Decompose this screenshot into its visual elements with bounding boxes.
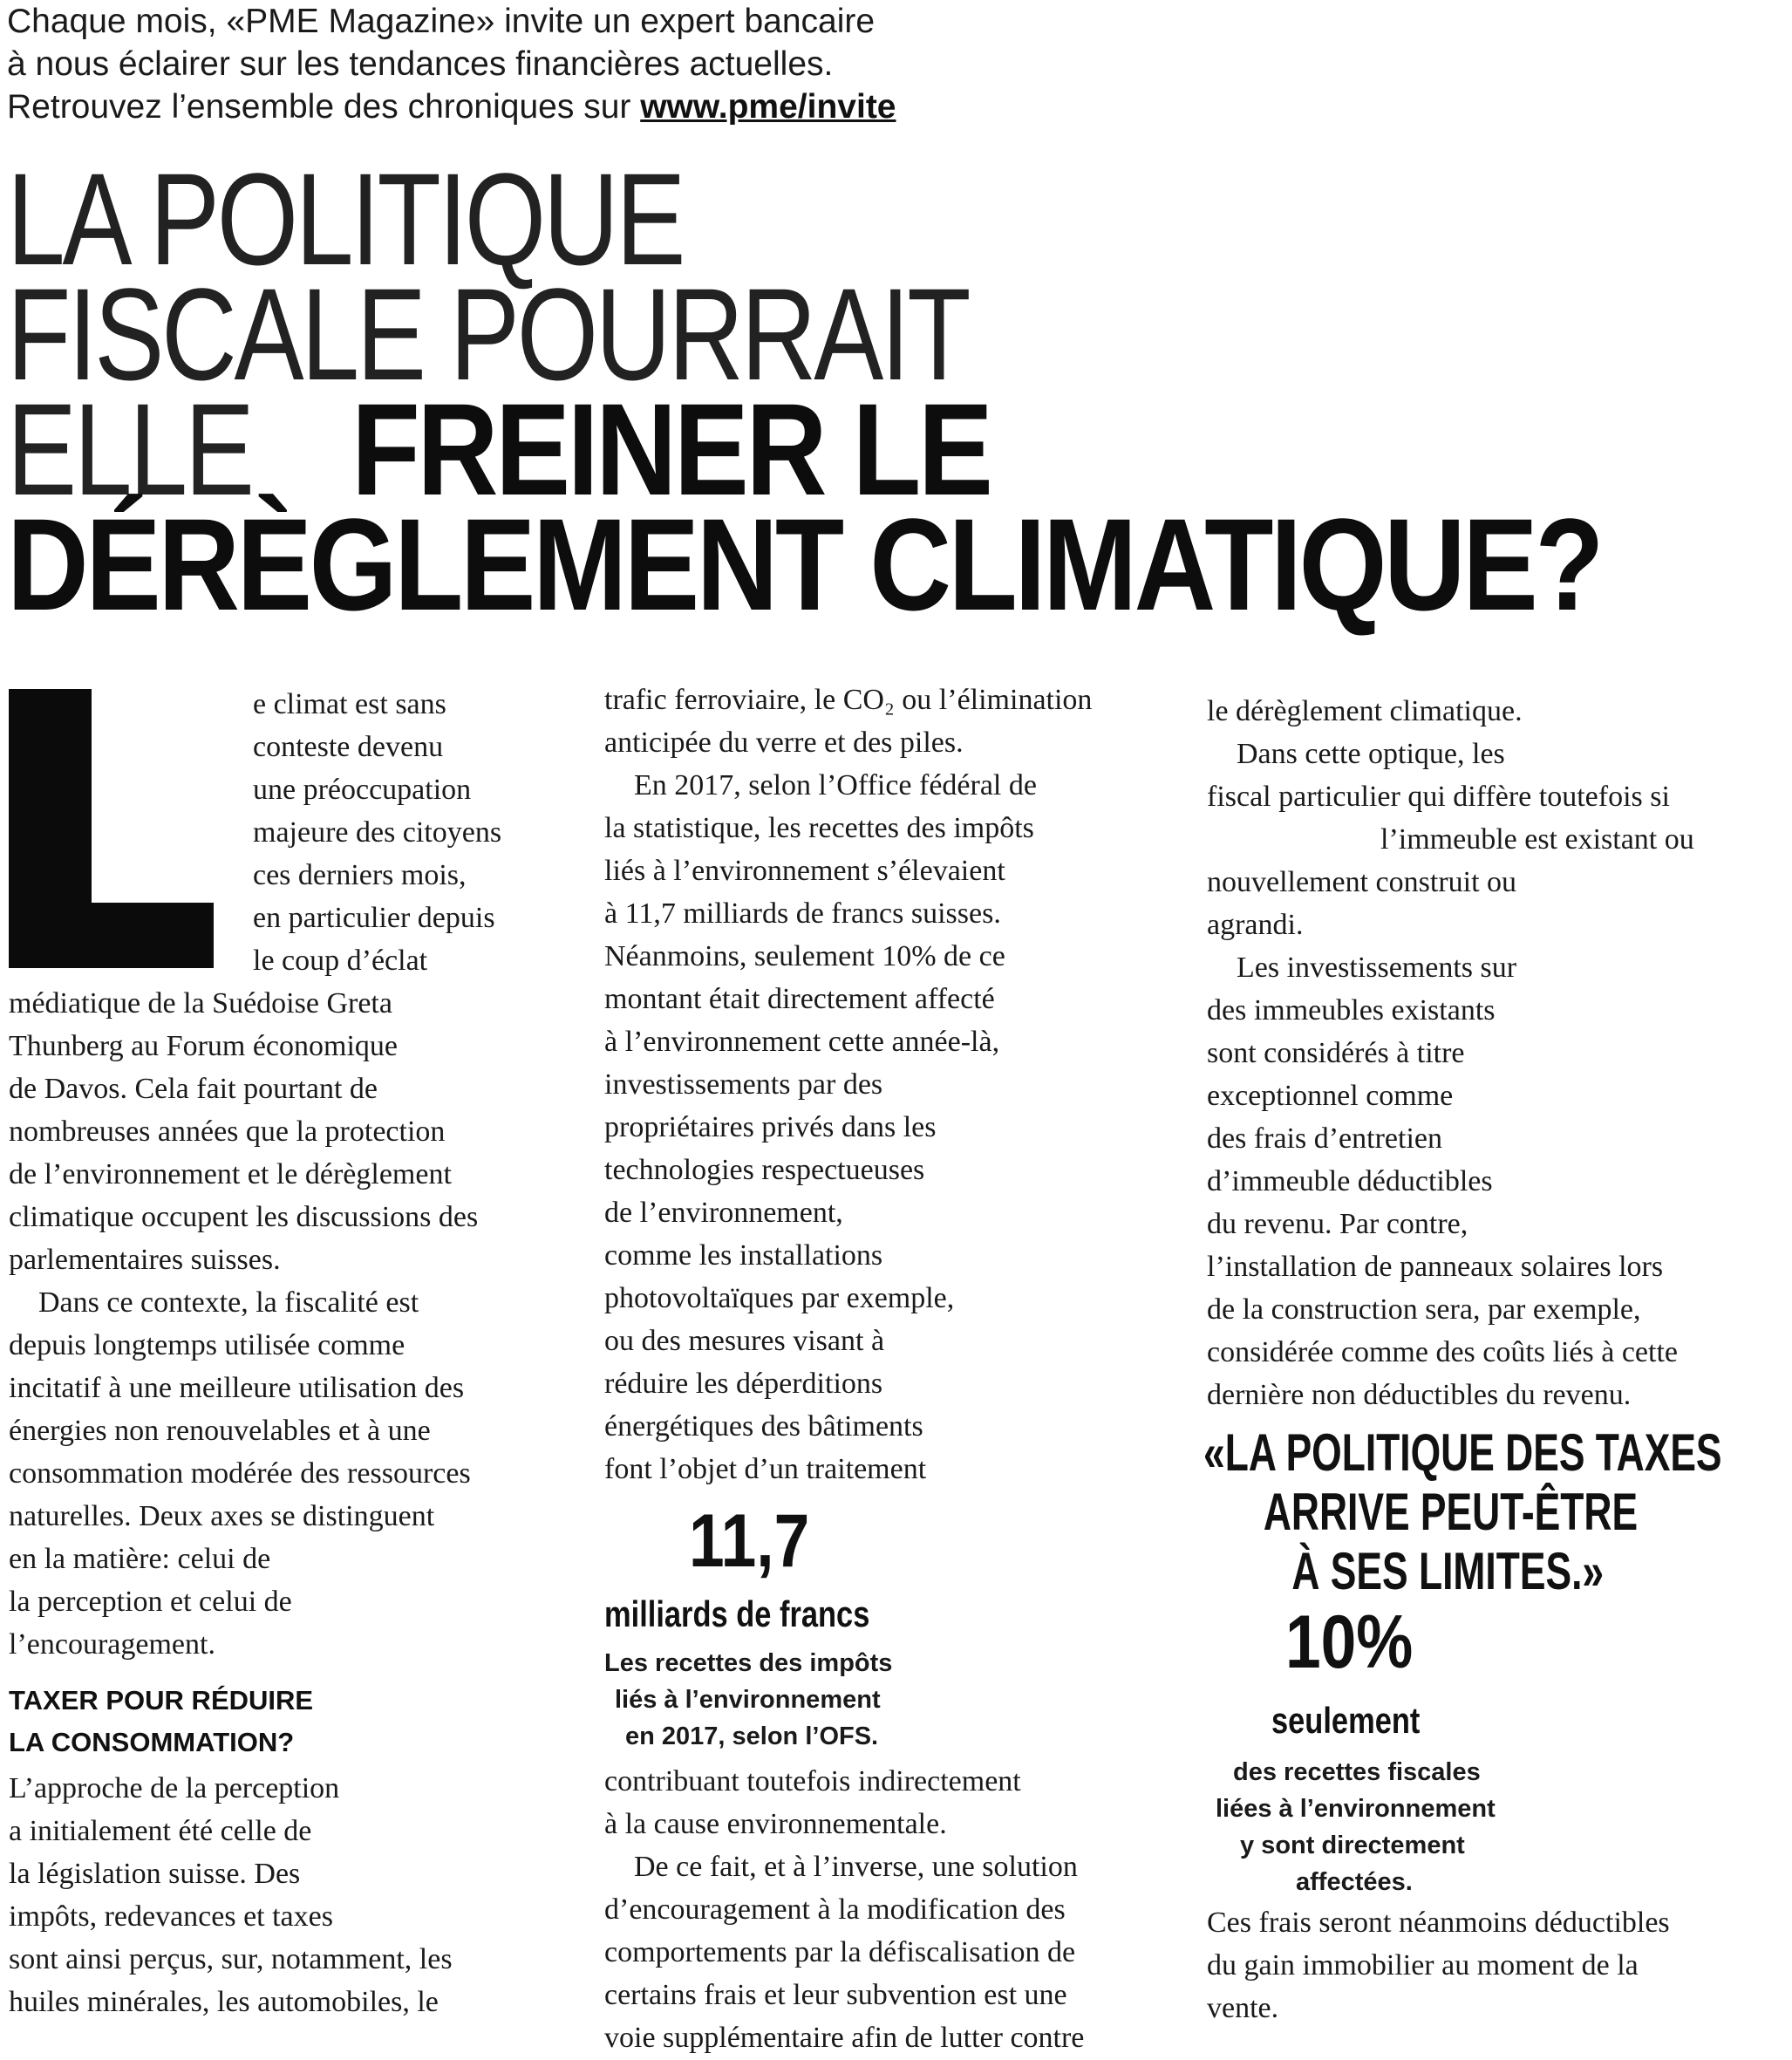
- col1-line: conteste devenu: [253, 731, 444, 763]
- col3-line: exceptionnel comme: [1207, 1080, 1454, 1112]
- col3-line: sont considérés à titre: [1207, 1037, 1465, 1069]
- col3-line: du gain immobilier au moment de la: [1207, 1949, 1639, 1982]
- col2-line: En 2017, selon l’Office fédéral de: [634, 769, 1037, 801]
- quote-line-3: À SES LIMITES.»: [1291, 1542, 1605, 1600]
- col2-line: à la cause environnementale.: [604, 1808, 947, 1840]
- column-1-body-2: [9, 1767, 453, 2023]
- stat-unit-milliards: milliards de francs: [604, 1593, 870, 1634]
- col1-line: ces derniers mois,: [253, 859, 467, 891]
- col1-line: une préoccupation: [253, 774, 472, 806]
- col2-line: contribuant toutefois indirectement: [604, 1765, 1021, 1797]
- col3-line: des frais d’entretien: [1207, 1122, 1442, 1155]
- col2-line: énergétiques des bâtiments: [604, 1410, 923, 1443]
- subheading-line-1: TAXER POUR RÉDUIRE: [9, 1685, 314, 1716]
- column-1-indented: [253, 683, 501, 982]
- pull-quote: [1203, 1423, 1792, 1601]
- col2-line: trafic ferroviaire, le CO₂ ou l’élimination: [604, 684, 1093, 716]
- col2-line: De ce fait, et à l’inverse, une solution: [634, 1851, 1078, 1883]
- col1-line: a initialement été celle de: [9, 1815, 312, 1847]
- stat-desc-line: y sont directement: [1240, 1831, 1465, 1859]
- col1-line: de Davos. Cela fait pourtant de: [9, 1073, 378, 1105]
- intro-line-3: [7, 85, 1228, 128]
- col2-line: la statistique, les recettes des impôts: [604, 812, 1034, 844]
- col2-line: comme les installations: [604, 1239, 883, 1272]
- headline-line-2: [7, 261, 1790, 407]
- col2-line: font l’objet d’un traitement: [604, 1453, 927, 1485]
- col2-line: montant était directement affecté: [604, 983, 995, 1015]
- col2-line: liés à l’environnement s’élevaient: [604, 855, 1005, 887]
- col1-line: l’encouragement.: [9, 1628, 215, 1661]
- stat-desc-line: en 2017, selon l’OFS.: [625, 1722, 879, 1750]
- col1-line: parlementaires suisses.: [9, 1244, 281, 1276]
- col2-line: voie supplémentaire afin de lutter contre: [604, 2022, 1085, 2054]
- col2-line: photovoltaïques par exemple,: [604, 1282, 955, 1314]
- column-3-body: [1207, 690, 1694, 1416]
- col1-line: médiatique de la Suédoise Greta: [9, 987, 392, 1020]
- col1-line: de l’environnement et le dérèglement: [9, 1158, 452, 1190]
- col3-line: fiscal particulier qui diffère toutefois si: [1207, 781, 1670, 813]
- col1-line: Thunberg au Forum économique: [9, 1030, 399, 1062]
- stat-desc-line: des recettes fiscales: [1233, 1758, 1481, 1786]
- headline-line-3: [7, 376, 1790, 522]
- col2-line: de l’environnement,: [604, 1197, 843, 1229]
- col2-line: à 11,7 milliards de francs suisses.: [604, 897, 1001, 930]
- col3-line: l’immeuble est existant ou: [1380, 823, 1694, 856]
- col1-line: majeure des citoyens: [253, 816, 502, 849]
- headline-line-4-text: DÉRÈGLEMENT CLIMATIQUE?: [7, 491, 1602, 638]
- col2-line: certains frais et leur subvention est une: [604, 1979, 1067, 2011]
- col2-line: propriétaires privés dans les: [604, 1111, 937, 1143]
- headline-line-3-light: ELLE: [7, 376, 252, 522]
- col3-line: Les investissements sur: [1237, 952, 1517, 984]
- col1-line: climatique occupent les discussions des: [9, 1201, 479, 1233]
- headline: [7, 146, 1790, 638]
- column-3-body-2: [1207, 1901, 1670, 2029]
- col3-line: dernière non déductibles du revenu.: [1207, 1379, 1632, 1411]
- col2-line: investissements par des: [604, 1068, 883, 1101]
- intro-text: [7, 0, 1228, 128]
- headline-line-3-bold: FREINER LE: [351, 376, 991, 522]
- quote-line-2: ARRIVE PEUT-ÊTRE: [1263, 1483, 1639, 1541]
- col3-line: nouvellement construit ou: [1207, 866, 1517, 898]
- column-2-body: [604, 679, 1092, 1490]
- headline-line-1: [7, 146, 1790, 292]
- stat-desc-line: affectées.: [1296, 1868, 1413, 1896]
- col2-line: à l’environnement cette année-là,: [604, 1026, 1000, 1058]
- col3-line: agrandi.: [1207, 909, 1304, 941]
- col3-line: l’installation de panneaux solaires lors: [1207, 1251, 1664, 1283]
- col2-line: anticipée du verre et des piles.: [604, 726, 964, 759]
- drop-cap: [9, 689, 214, 968]
- intro-line-1: Chaque mois, «PME Magazine» invite un expert bancaire: [7, 3, 876, 40]
- col1-line: L’approche de la perception: [9, 1772, 340, 1804]
- chronicles-link[interactable]: www.pme/invite: [640, 88, 896, 126]
- intro-line-2: à nous éclairer sur les tendances financières actuelles.: [7, 45, 834, 83]
- col1-line: impôts, redevances et taxes: [9, 1900, 333, 1933]
- col1-line: la perception et celui de: [9, 1586, 292, 1618]
- stat-unit-seulement: seulement: [1271, 1700, 1421, 1741]
- col1-line: depuis longtemps utilisée comme: [9, 1329, 405, 1361]
- col2-line: ou des mesures visant à: [604, 1325, 885, 1357]
- col1-line: e climat est sans: [253, 688, 446, 720]
- col3-line: Dans cette optique, les: [1237, 738, 1505, 770]
- col3-line: vente.: [1207, 1992, 1279, 2024]
- col1-line: en particulier depuis: [253, 902, 495, 934]
- stat-desc-line: liés à l’environnement: [615, 1686, 881, 1714]
- col3-line: Ces frais seront néanmoins déductibles: [1207, 1907, 1670, 1939]
- col2-line: Néanmoins, seulement 10% de ce: [604, 940, 1005, 972]
- col3-line: le dérèglement climatique.: [1207, 695, 1523, 727]
- col1-line: nombreuses années que la protection: [9, 1115, 446, 1148]
- col3-line: d’immeuble déductibles: [1207, 1165, 1493, 1197]
- col2-line: d’encouragement à la modification des: [604, 1893, 1066, 1926]
- stat-description-10-percent: [1216, 1754, 1496, 1900]
- column-2-body-2: [604, 1760, 1084, 2059]
- col2-line: technologies respectueuses: [604, 1154, 925, 1186]
- quote-line-1: «LA POLITIQUE DES TAXES: [1203, 1423, 1722, 1482]
- col3-line: considérée comme des coûts liés à cette: [1207, 1336, 1678, 1368]
- col1-line: le coup d’éclat: [253, 945, 428, 977]
- stat-number-11-7: 11,7: [689, 1499, 810, 1583]
- col1-line: en la matière: celui de: [9, 1543, 271, 1575]
- headline-line-4: [7, 491, 1790, 638]
- col1-line: naturelles. Deux axes se distinguent: [9, 1500, 435, 1532]
- col1-line: énergies non renouvelables et à une: [9, 1415, 431, 1447]
- headline-line-2-text: FISCALE POURRAIT: [7, 261, 969, 407]
- subheading-line-2: LA CONSOMMATION?: [9, 1727, 295, 1757]
- col3-line: de la construction sera, par exemple,: [1207, 1293, 1641, 1326]
- section-subheading: [9, 1680, 313, 1763]
- intro-line-3-text: Retrouvez l’ensemble des chroniques sur: [7, 88, 641, 126]
- col3-line: des immeubles existants: [1207, 994, 1496, 1027]
- col1-line: huiles minérales, les automobiles, le: [9, 1986, 439, 2018]
- stat-desc-line: liées à l’environnement: [1216, 1795, 1496, 1823]
- col1-line: la législation suisse. Des: [9, 1858, 301, 1890]
- col1-line: Dans ce contexte, la fiscalité est: [38, 1286, 419, 1319]
- stat-desc-line: Les recettes des impôts: [604, 1649, 893, 1677]
- stat-number-10-percent: 10%: [1285, 1600, 1414, 1684]
- column-1-body: [9, 982, 478, 1666]
- col2-line: comportements par la défiscalisation de: [604, 1936, 1076, 1968]
- stat-description-11-7: [604, 1645, 892, 1755]
- col3-line: du revenu. Par contre,: [1207, 1208, 1468, 1240]
- col1-line: sont ainsi perçus, sur, notamment, les: [9, 1943, 453, 1975]
- col2-line: réduire les déperditions: [604, 1368, 883, 1400]
- drop-cap-letter: [9, 689, 17, 704]
- col1-line: incitatif à une meilleure utilisation des: [9, 1372, 465, 1404]
- headline-line-1-text: LA POLITIQUE: [7, 146, 684, 292]
- col1-line: consommation modérée des ressources: [9, 1457, 471, 1490]
